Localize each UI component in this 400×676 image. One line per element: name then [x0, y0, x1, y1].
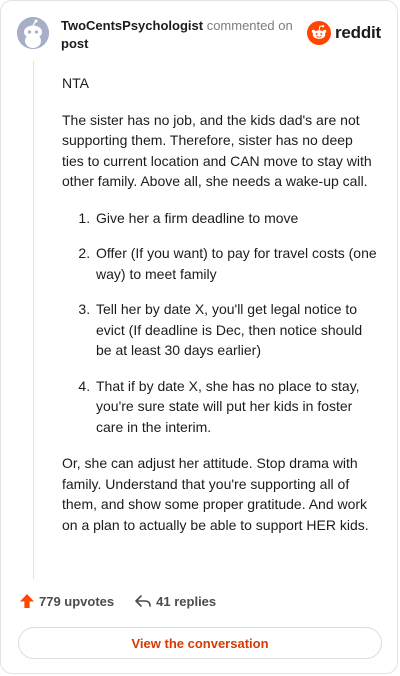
comment-header	[17, 15, 381, 55]
comment-body	[62, 73, 378, 551]
list-item: 2. Offer (If you want) to pay for travel costs (one way) to meet family	[94, 243, 378, 284]
reddit-wordmark: reddit	[334, 23, 381, 42]
upvote-arrow-icon	[19, 593, 35, 609]
reddit-brand[interactable]	[307, 21, 381, 45]
comment-meta	[61, 17, 293, 53]
thread-line	[33, 61, 34, 579]
comment-paragraph: Or, she can adjust her attitude. Stop drama with family. Understand that you're supporting all of them, and show some proper gratitude. And work on a plan to actually be able to support HER kids.	[62, 455, 369, 533]
comment-list	[62, 208, 378, 438]
reply-count[interactable]	[134, 593, 216, 609]
action-text: commented on	[206, 18, 293, 33]
list-item: 4. That if by date X, she has no place to stay, you're sure state will put her kids in foster care in the interim.	[94, 376, 378, 438]
reddit-logo-icon	[307, 21, 331, 45]
snoo-avatar-icon	[17, 17, 49, 49]
user-avatar[interactable]	[17, 17, 49, 49]
comment-paragraph: The sister has no job, and the kids dad's are not supporting them. Therefore, sister has no deep ties to current location and CAN move to stay with other family. Above all, she needs a wake-up call.	[62, 111, 372, 189]
list-item: 3. Tell her by date X, you'll get legal notice to evict (If deadline is Dec, then notice should be at least 30 days earlier)	[94, 299, 378, 361]
upvote-label: 779 upvotes	[39, 593, 115, 609]
comment-paragraph: NTA	[62, 75, 89, 91]
reply-label: 41 replies	[156, 593, 217, 609]
comment-footer	[19, 593, 236, 609]
list-item: 1. Give her a firm deadline to move	[94, 208, 378, 229]
upvote-count[interactable]	[19, 593, 114, 609]
username-link[interactable]: TwoCentsPsychologist	[61, 18, 204, 33]
view-conversation-button[interactable]: View the conversation	[18, 627, 382, 659]
reply-arrow-icon	[134, 593, 152, 609]
post-link[interactable]: post	[61, 36, 89, 51]
